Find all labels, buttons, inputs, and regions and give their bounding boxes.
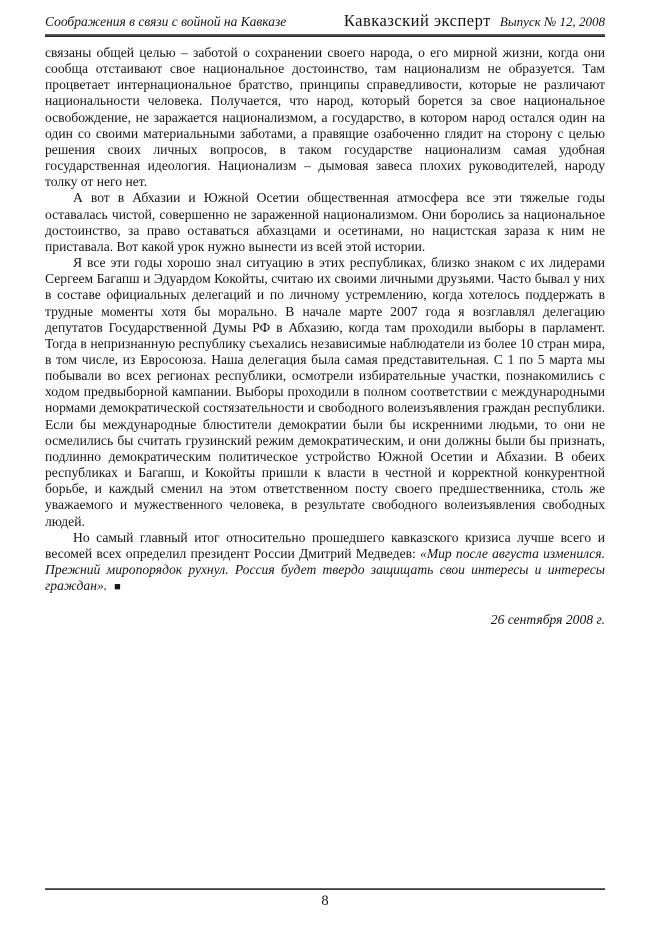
article-body: [45, 45, 605, 628]
end-of-article-mark: ■: [114, 581, 121, 594]
date-line: 26 сентября 2008 г.: [490, 612, 605, 628]
journal-title: Кавказский эксперт: [343, 11, 491, 30]
paragraph: связаны общей целью – заботой о сохранении своего народа, о его мирной жизни, когда они сообща отстаивают свое национальное достоинство, там национализм не образуется. Там процветает интернациональное братство, принципы справедливости, которые не различают национальности человека. Получается, что народ, который борется за свое национальное освобождение, не заражается национализмом, а государство, в котором народ остался один на один со своими материальными заботами, а правящие озабоченно глядит на сторону с целью решения своих личных вопросов, в таком государстве национализм самая удобная государственная идеология. Национализм – дымовая завеса плохих руководителей, народу толку от него нет.: [45, 45, 605, 190]
quote-text: «Мир после августа изменился. Прежний миропорядок рухнул. Россия будет твердо защищать свои интересы и интересы граждан».: [45, 545, 605, 594]
header-rule: [45, 34, 605, 37]
paragraph: Я все эти годы хорошо знал ситуацию в этих республиках, близко знаком с их лидерами Сергеем Багапш и Эдуардом Кокойты, считаю их своими личными друзьями. Часто бывал у них в составе официальных делегаций и по личному устремлению, когда хотелось поддержать в трудные моменты хотя бы морально. В начале марте 2007 года я возглавлял делегацию депутатов Государственной Думы РФ в Абхазию, когда там проходили выборы в парламент. Тогда в непризнанную республику съехались независимые наблюдатели из более 10 стран мира, в том числе, из Евросоюза. Наша делегация была самая представительная. С 1 по 5 марта мы побывали во всех регионах республики, осмотрели избирательные участки, познакомились с ходом предвыборной кампании. Выборы проходили в полном соответствии с международными нормами демократической состязательности и свободного волеизъявления граждан республики. Если бы международные блюстители демократии были бы искренними людьми, то они не осмелились бы считать грузинский режим демократическим, и они должны были бы признать, подлинно демократическим политическое устройство Южной Осетии и Абхазии. В обеих республиках и Багапш, и Кокойты пришли к власти в честной и корректной конкурентной борьбе, и каждый сменил на этом ответственном посту своего предшественника, столь же уважаемого и мужественного человека, в результате свободного волеизъявления свободных людей.: [45, 255, 605, 529]
page-number: 8: [321, 893, 329, 909]
running-title: Соображения в связи с войной на Кавказе: [45, 14, 287, 29]
issue-info: Выпуск № 12, 2008: [499, 14, 605, 29]
header-right-group: [344, 11, 605, 31]
page-header: [45, 11, 605, 31]
footer-rule: [45, 888, 605, 890]
page-footer: [45, 888, 605, 910]
paragraph: [45, 530, 605, 596]
paragraph: А вот в Абхазии и Южной Осетии общественная атмосфера все эти тяжелые годы оставалась чистой, совершенно не зараженной национализмом. Они боролись за национальное достоинство, за право оставаться абхазцами и осетинами, но нацистская зараза к ним не приставала. Вот какой урок нужно вынести из всей этой истории.: [45, 190, 605, 254]
paragraph-lead-text: Но самый главный итог относительно прошедшего кавказского кризиса лучше всего и весомей всех определил президент России Дмитрий Медведев:: [45, 529, 605, 561]
